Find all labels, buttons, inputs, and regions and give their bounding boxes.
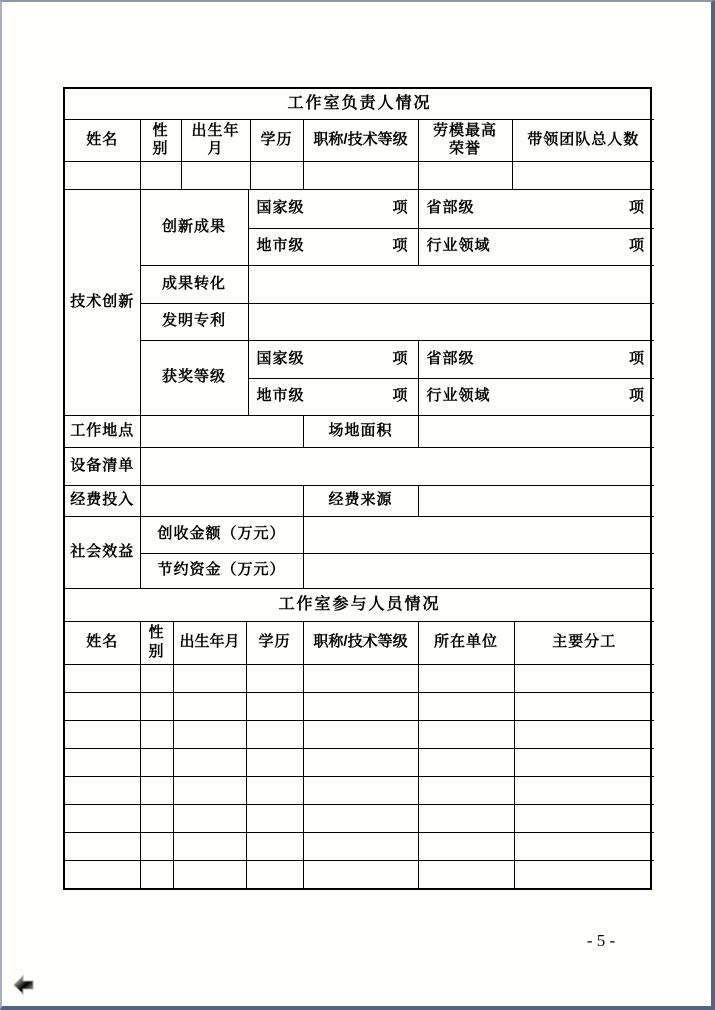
award-row [65, 340, 654, 378]
member-title-row [65, 589, 654, 622]
empty-cell [418, 415, 654, 447]
empty-cell [514, 720, 654, 748]
empty-cell [173, 776, 246, 804]
level-label: 省部级 [426, 349, 475, 367]
industry-count-cell [418, 228, 654, 265]
empty-cell [418, 692, 514, 720]
empty-cell [303, 516, 654, 553]
empty-cell [418, 776, 514, 804]
empty-cell [418, 804, 514, 832]
empty-cell [173, 692, 246, 720]
social-benefit-label: 社会效益 [65, 516, 140, 588]
empty-cell [173, 748, 246, 776]
level-label: 省部级 [426, 199, 475, 217]
empty-cell [65, 860, 140, 888]
benefit-row [65, 516, 654, 553]
page-number: - 5 - [586, 931, 616, 950]
empty-cell [303, 162, 418, 190]
empty-cell [181, 162, 250, 190]
empty-cell [418, 832, 514, 860]
empty-cell [514, 860, 654, 888]
item-unit-label: 项 [392, 199, 409, 217]
header-team-size: 带领团队总人数 [512, 119, 654, 162]
empty-cell [248, 303, 654, 340]
header-name: 姓名 [65, 622, 140, 665]
empty-cell [246, 804, 303, 832]
empty-cell [303, 553, 654, 588]
empty-cell [303, 832, 418, 860]
empty-cell [514, 776, 654, 804]
empty-cell [303, 692, 418, 720]
empty-cell [173, 804, 246, 832]
empty-cell [140, 832, 173, 860]
header-education: 学历 [250, 119, 303, 162]
empty-cell [173, 664, 246, 692]
empty-cell [303, 664, 418, 692]
header-title-level: 职称/技术等级 [303, 119, 418, 162]
empty-cell [246, 664, 303, 692]
empty-cell [514, 692, 654, 720]
empty-cell [65, 748, 140, 776]
empty-cell [246, 832, 303, 860]
provincial-count-cell [418, 190, 654, 228]
empty-cell [514, 804, 654, 832]
empty-cell [140, 415, 303, 447]
provincial-count-cell [418, 340, 654, 378]
member-row [65, 860, 654, 888]
empty-cell [418, 485, 654, 516]
tech-innovation-label: 技术创新 [65, 190, 140, 415]
empty-cell [246, 692, 303, 720]
member-header-row [65, 622, 654, 665]
empty-cell [514, 832, 654, 860]
header-name: 姓名 [65, 119, 140, 162]
empty-cell [140, 162, 181, 190]
empty-cell [65, 692, 140, 720]
empty-cell [246, 720, 303, 748]
municipal-count-cell [248, 378, 418, 415]
header-honor: 劳模最高荣誉 [418, 119, 512, 162]
empty-cell [140, 485, 303, 516]
empty-cell [65, 832, 140, 860]
empty-cell [303, 804, 418, 832]
empty-cell [246, 776, 303, 804]
member-row [65, 664, 654, 692]
header-education: 学历 [246, 622, 303, 665]
item-unit-label: 项 [392, 349, 409, 367]
income-amount-label: 创收金额（万元） [140, 516, 303, 553]
member-section-title: 工作室参与人员情况 [65, 589, 654, 622]
benefit-row [65, 553, 654, 588]
funding-input-label: 经费投入 [65, 485, 140, 516]
member-row [65, 832, 654, 860]
item-unit-label: 项 [628, 199, 645, 217]
empty-cell [418, 664, 514, 692]
award-level-label: 获奖等级 [140, 340, 248, 415]
leader-info-table [65, 89, 654, 190]
item-unit-label: 项 [628, 237, 645, 255]
member-info-table [65, 589, 654, 889]
leader-section-title: 工作室负责人情况 [65, 89, 654, 119]
funding-source-label: 经费来源 [303, 485, 418, 516]
location-row [65, 415, 654, 447]
leader-title-row [65, 89, 654, 119]
empty-cell [418, 860, 514, 888]
header-gender: 性别 [140, 622, 173, 665]
empty-cell [140, 664, 173, 692]
empty-cell [418, 162, 512, 190]
empty-cell [140, 804, 173, 832]
empty-cell [246, 748, 303, 776]
result-transform-label: 成果转化 [140, 265, 248, 303]
member-row [65, 804, 654, 832]
innovation-row [65, 190, 654, 228]
empty-cell [303, 776, 418, 804]
industry-count-cell [418, 378, 654, 415]
empty-cell [303, 748, 418, 776]
empty-cell [512, 162, 654, 190]
level-label: 地市级 [256, 237, 305, 255]
empty-cell [65, 776, 140, 804]
empty-cell [140, 447, 654, 485]
header-birthdate: 出生年月 [173, 622, 246, 665]
empty-cell [418, 720, 514, 748]
work-location-label: 工作地点 [65, 415, 140, 447]
level-label: 地市级 [256, 387, 305, 405]
item-unit-label: 项 [392, 387, 409, 405]
header-gender: 性别 [140, 119, 181, 162]
item-unit-label: 项 [628, 349, 645, 367]
empty-cell [418, 748, 514, 776]
member-row [65, 692, 654, 720]
header-title-level: 职称/技术等级 [303, 622, 418, 665]
equipment-list-label: 设备清单 [65, 447, 140, 485]
detail-table [65, 190, 654, 589]
empty-cell [65, 162, 140, 190]
empty-cell [65, 804, 140, 832]
municipal-count-cell [248, 228, 418, 265]
empty-cell [246, 860, 303, 888]
leader-data-row [65, 162, 654, 190]
leader-header-row [65, 119, 654, 162]
empty-cell [140, 720, 173, 748]
empty-cell [303, 720, 418, 748]
savings-amount-label: 节约资金（万元） [140, 553, 303, 588]
item-unit-label: 项 [392, 237, 409, 255]
workstudio-application-form [63, 87, 652, 890]
item-unit-label: 项 [628, 387, 645, 405]
empty-cell [173, 860, 246, 888]
level-label: 国家级 [256, 199, 305, 217]
header-main-duty: 主要分工 [514, 622, 654, 665]
empty-cell [514, 664, 654, 692]
innovation-results-label: 创新成果 [140, 190, 248, 265]
empty-cell [514, 748, 654, 776]
empty-cell [303, 860, 418, 888]
equipment-row [65, 447, 654, 485]
empty-cell [173, 720, 246, 748]
empty-cell [248, 265, 654, 303]
empty-cell [65, 720, 140, 748]
patent-row [65, 303, 654, 340]
level-label: 行业领域 [426, 237, 491, 255]
empty-cell [140, 748, 173, 776]
invention-patent-label: 发明专利 [140, 303, 248, 340]
empty-cell [140, 776, 173, 804]
level-label: 行业领域 [426, 387, 491, 405]
transform-row [65, 265, 654, 303]
back-arrow-icon[interactable] [13, 973, 35, 998]
national-count-cell [248, 190, 418, 228]
empty-cell [140, 860, 173, 888]
member-row [65, 720, 654, 748]
empty-cell [65, 664, 140, 692]
funding-row [65, 485, 654, 516]
national-count-cell [248, 340, 418, 378]
empty-cell [250, 162, 303, 190]
header-work-unit: 所在单位 [418, 622, 514, 665]
empty-cell [173, 832, 246, 860]
site-area-label: 场地面积 [303, 415, 418, 447]
empty-cell [140, 692, 173, 720]
member-row [65, 776, 654, 804]
header-birthdate: 出生年月 [181, 119, 250, 162]
level-label: 国家级 [256, 349, 305, 367]
member-row [65, 748, 654, 776]
